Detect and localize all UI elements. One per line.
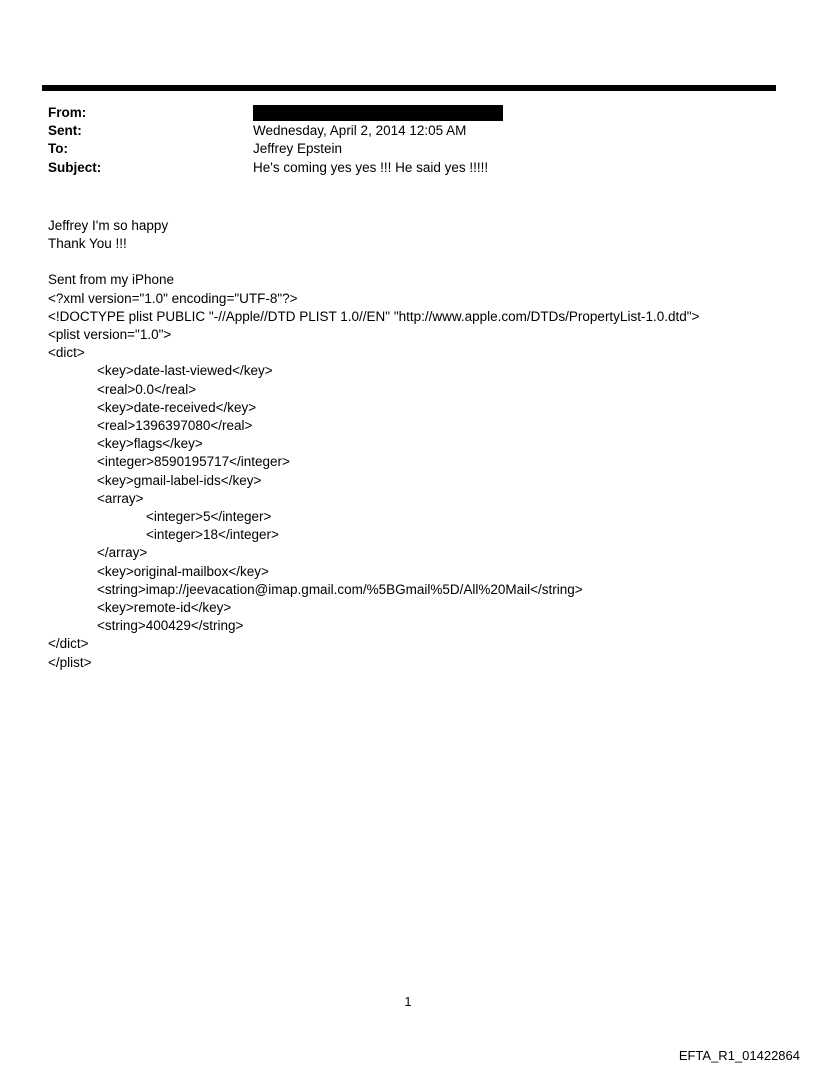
sent-value: Wednesday, April 2, 2014 12:05 AM	[253, 123, 467, 139]
signature-line: Sent from my iPhone	[48, 272, 175, 288]
subject-label: Subject:	[48, 159, 102, 175]
document-content	[48, 104, 778, 672]
plist-xml-line: </array>	[97, 545, 148, 561]
plist-xml-line: <key>date-last-viewed</key>	[97, 363, 273, 379]
plist-xml-line: <array>	[97, 490, 144, 506]
from-value	[253, 104, 778, 122]
to-value: Jeffrey Epstein	[253, 141, 343, 157]
plist-xml-line: </plist>	[48, 654, 92, 670]
plist-xml-line: </dict>	[48, 636, 89, 652]
plist-xml-line: <real>1396397080</real>	[97, 418, 253, 434]
plist-xml-line: <!DOCTYPE plist PUBLIC "-//Apple//DTD PLIST 1.0//EN" "http://www.apple.com/DTDs/PropertyList-1.0.dtd">	[48, 308, 700, 324]
subject-value: He's coming yes yes !!! He said yes !!!!!	[253, 159, 489, 175]
plist-xml-line: <key>date-received</key>	[97, 399, 257, 415]
plist-xml-line: <integer>5</integer>	[146, 509, 272, 525]
plist-xml-line: <string>imap://jeevacation@imap.gmail.com/%5BGmail%5D/All%20Mail</string>	[97, 581, 583, 597]
email-body	[48, 217, 778, 290]
from-row	[48, 104, 778, 122]
plist-xml-line: <plist version="1.0">	[48, 327, 172, 343]
from-label: From:	[48, 105, 87, 120]
plist-xml-line: <integer>8590195717</integer>	[97, 454, 290, 470]
plist-xml-block	[48, 290, 778, 672]
plist-xml-line: <key>remote-id</key>	[97, 600, 232, 616]
redacted-sender-bar	[253, 105, 503, 121]
subject-row	[48, 159, 778, 177]
body-thanks-line: Thank You !!!	[48, 236, 127, 252]
plist-xml-line: <integer>18</integer>	[146, 527, 279, 543]
page-number: 1	[404, 995, 412, 1009]
plist-xml-line: <key>original-mailbox</key>	[97, 563, 269, 579]
plist-xml-line: <?xml version="1.0" encoding="UTF-8"?>	[48, 290, 298, 306]
sent-row	[48, 122, 778, 140]
plist-xml-line: <string>400429</string>	[97, 618, 244, 634]
bates-number: EFTA_R1_01422864	[678, 1048, 800, 1063]
email-header	[48, 104, 778, 177]
plist-xml-line: <key>gmail-label-ids</key>	[97, 472, 262, 488]
sent-label: Sent:	[48, 123, 82, 139]
to-row	[48, 140, 778, 158]
to-label: To:	[48, 141, 68, 157]
header-divider-rule	[42, 85, 776, 91]
plist-xml-line: <real>0.0</real>	[97, 381, 197, 397]
body-greeting-line: Jeffrey I'm so happy	[48, 217, 169, 233]
plist-xml-line: <dict>	[48, 345, 85, 361]
plist-xml-line: <key>flags</key>	[97, 436, 203, 452]
